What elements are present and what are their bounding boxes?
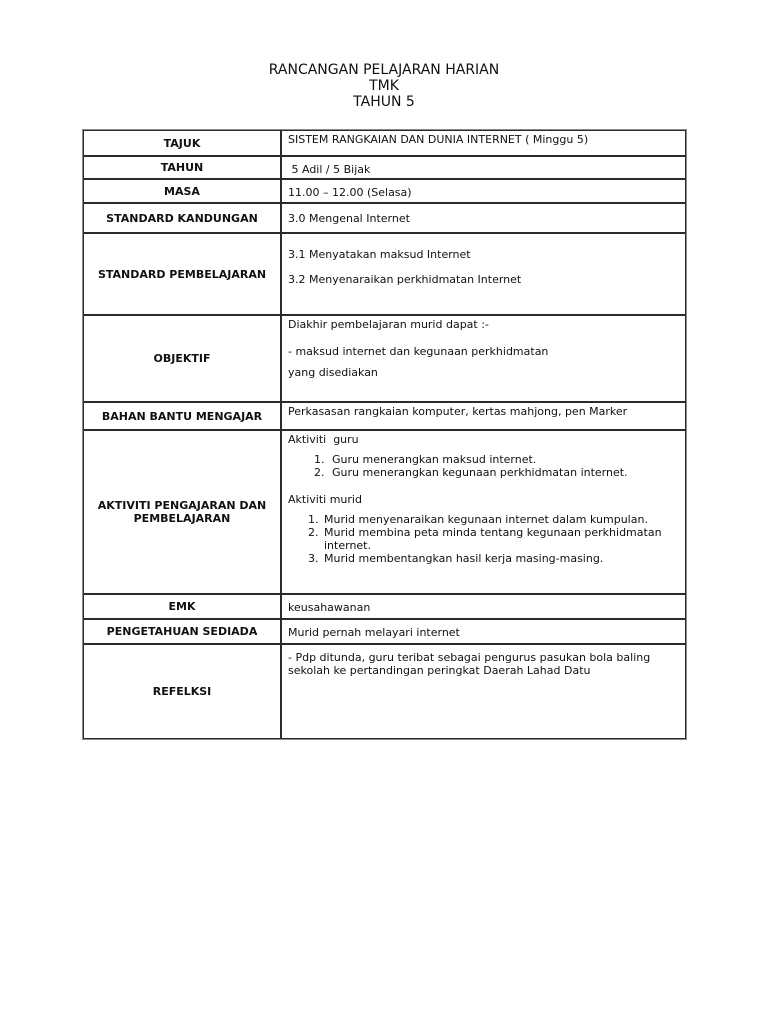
header-year: TAHUN 5 [353,94,415,110]
standard-pembelajaran-item: 3.2 Menyenaraikan perkhidmatan Internet [288,273,522,286]
label-tahun: TAHUN [83,156,281,179]
list-item: 3. Murid membentangkan hasil kerja masing-masing. [322,552,685,565]
row-standard-kandungan [83,203,686,233]
row-objektif [83,315,686,402]
value-refleksi [281,644,686,739]
value-standard-pembelajaran [281,233,686,315]
row-refleksi [83,644,686,739]
list-item: 2. Murid membina peta minda tentang kegunaan perkhidmatan internet. [322,526,685,552]
label-emk: EMK [83,594,281,619]
refleksi-line1: - Pdp ditunda, guru teribat sebagai pengurus pasukan bola baling [288,651,651,664]
value-emk: keusahawanan [281,594,686,619]
aktiviti-guru-heading: Aktiviti guru [288,433,359,446]
aktiviti-guru-list [288,453,685,479]
value-aktiviti [281,430,686,594]
label-standard-pembelajaran: STANDARD PEMBELAJARAN [83,233,281,315]
row-tajuk [83,130,686,156]
standard-pembelajaran-item: 3.1 Menyatakan maksud Internet [288,248,471,261]
label-tajuk: TAJUK [83,130,281,156]
document-header [0,62,768,110]
row-masa [83,179,686,203]
label-aktiviti-line2: PEMBELAJARAN [133,512,231,525]
list-item: 2. Guru menerangkan kegunaan perkhidmatan internet. [328,466,685,479]
label-masa: MASA [83,179,281,203]
objektif-intro: Diakhir pembelajaran murid dapat :- [288,318,489,331]
row-emk [83,594,686,619]
label-aktiviti-line1: AKTIVITI PENGAJARAN DAN [97,499,267,512]
value-tahun: 5 Adil / 5 Bijak [281,156,686,179]
value-bahan-bantu: Perkasasan rangkaian komputer, kertas mahjong, pen Marker [281,402,686,430]
label-standard-kandungan: STANDARD KANDUNGAN [83,203,281,233]
row-tahun [83,156,686,179]
value-pengetahuan-sediada: Murid pernah melayari internet [281,619,686,644]
value-tajuk: SISTEM RANGKAIAN DAN DUNIA INTERNET ( Minggu 5) [281,130,686,156]
label-bahan-bantu: BAHAN BANTU MENGAJAR [83,402,281,430]
label-pengetahuan-sediada: PENGETAHUAN SEDIADA [83,619,281,644]
label-refleksi: REFELKSI [83,644,281,739]
label-objektif: OBJEKTIF [83,315,281,402]
header-subject: TMK [369,78,399,94]
label-aktiviti [83,430,281,594]
value-objektif [281,315,686,402]
list-item: 1. Murid menyenaraikan kegunaan internet dalam kumpulan. [322,513,685,526]
row-aktiviti [83,430,686,594]
value-standard-kandungan [281,203,686,233]
aktiviti-murid-heading: Aktiviti murid [288,493,362,506]
list-item: 1. Guru menerangkan maksud internet. [328,453,685,466]
header-title: RANCANGAN PELAJARAN HARIAN [268,62,500,78]
standard-kandungan-text: 3.0 Mengenal Internet [288,211,410,225]
lesson-plan-table [82,129,687,740]
aktiviti-murid-list [288,513,685,565]
objektif-point-cont: yang disediakan [288,366,378,379]
refleksi-line2: sekolah ke pertandingan peringkat Daerah Lahad Datu [288,664,591,677]
objektif-point: - maksud internet dan kegunaan perkhidmatan [288,345,549,358]
row-standard-pembelajaran [83,233,686,315]
row-pengetahuan-sediada [83,619,686,644]
value-masa: 11.00 – 12.00 (Selasa) [281,179,686,203]
row-bahan-bantu [83,402,686,430]
